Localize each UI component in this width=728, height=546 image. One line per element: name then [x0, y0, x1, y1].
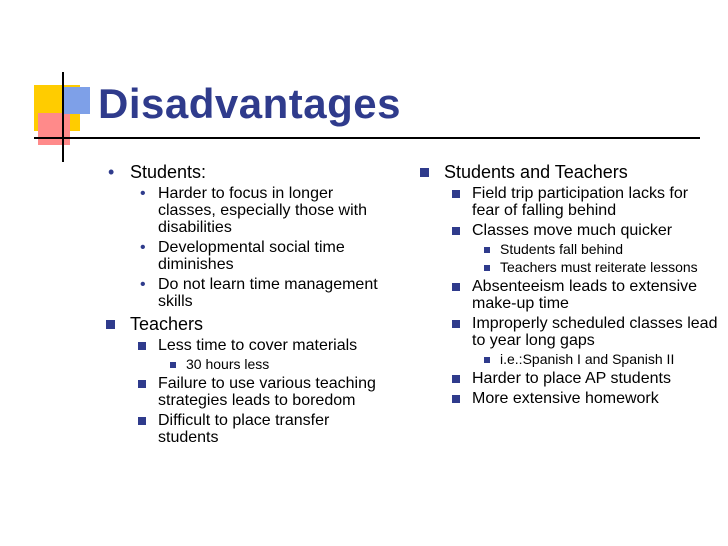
decor-red-square — [38, 113, 70, 145]
list-item-text: Developmental social time diminishes — [158, 239, 345, 273]
bullet-square-icon — [106, 320, 115, 329]
list-item — [134, 337, 394, 372]
bullet-square-icon — [452, 375, 460, 383]
list-item — [448, 315, 718, 367]
list-item-text: Failure to use various teaching strategies leads to boredom — [158, 375, 376, 409]
list-item — [134, 375, 394, 409]
bullet-dot-icon: • — [140, 239, 146, 256]
list-item-text: Teachers must reiterate lessons — [500, 259, 698, 275]
bullet-square-icon — [138, 417, 146, 425]
bullet-square-icon — [484, 357, 490, 363]
list-item-students — [104, 162, 394, 310]
list-item-teachers — [104, 314, 394, 446]
list-item — [448, 185, 718, 219]
list-item-text: Harder to focus in longer classes, especially those with disabilities — [158, 185, 367, 236]
list-item — [480, 242, 718, 257]
list-item-text: Absenteeism leads to extensive make-up time — [472, 278, 698, 312]
list-item-text: Students fall behind — [500, 241, 623, 257]
list-item — [134, 412, 394, 446]
left-column — [104, 158, 394, 446]
list-item-text: Field trip participation lacks for fear of falling behind — [472, 185, 689, 219]
decor-blue-square — [63, 87, 90, 114]
list-item-text: 30 hours less — [186, 356, 270, 372]
bullet-square-icon — [452, 320, 460, 328]
bullet-dot-icon: • — [140, 276, 146, 293]
list-item — [134, 185, 394, 236]
list-item-text: i.e.:Spanish I and Spanish II — [500, 351, 675, 367]
list-item-label: Students and Teachers — [444, 162, 628, 182]
list-item — [448, 222, 718, 275]
list-item — [480, 260, 718, 275]
decor-vertical-line — [62, 72, 64, 162]
bullet-square-icon — [452, 395, 460, 403]
list-item — [166, 357, 394, 372]
list-item-text: Less time to cover materials — [158, 337, 358, 354]
list-item — [448, 390, 718, 407]
bullet-square-icon — [452, 190, 460, 198]
decor-horizontal-line — [34, 137, 700, 139]
bullet-square-icon — [420, 168, 429, 177]
list-item-text: More extensive homework — [472, 390, 659, 407]
list-item-text: Do not learn time management skills — [158, 276, 378, 310]
list-item-text: Harder to place AP students — [472, 370, 671, 387]
bullet-square-icon — [484, 247, 490, 253]
list-item — [448, 370, 718, 387]
list-item-text: Improperly scheduled classes lead to year long gaps — [472, 315, 718, 349]
list-item-text: Difficult to place transfer students — [158, 412, 330, 446]
list-item — [134, 239, 394, 273]
bullet-square-icon — [452, 283, 460, 291]
bullet-square-icon — [138, 380, 146, 388]
list-item-label: Students: — [130, 162, 207, 182]
list-item-text: Classes move much quicker — [472, 222, 673, 239]
bullet-square-icon — [170, 362, 176, 368]
list-item — [134, 276, 394, 310]
right-column — [418, 158, 718, 407]
list-item-students-and-teachers — [418, 162, 718, 407]
bullet-dot-icon: • — [108, 162, 115, 182]
list-item — [448, 278, 718, 312]
list-item-label: Teachers — [130, 314, 204, 334]
bullet-square-icon — [484, 265, 490, 271]
list-item — [480, 352, 718, 367]
slide-title: Disadvantages — [98, 80, 401, 127]
bullet-square-icon — [138, 342, 146, 350]
bullet-square-icon — [452, 227, 460, 235]
bullet-dot-icon: • — [140, 185, 146, 202]
